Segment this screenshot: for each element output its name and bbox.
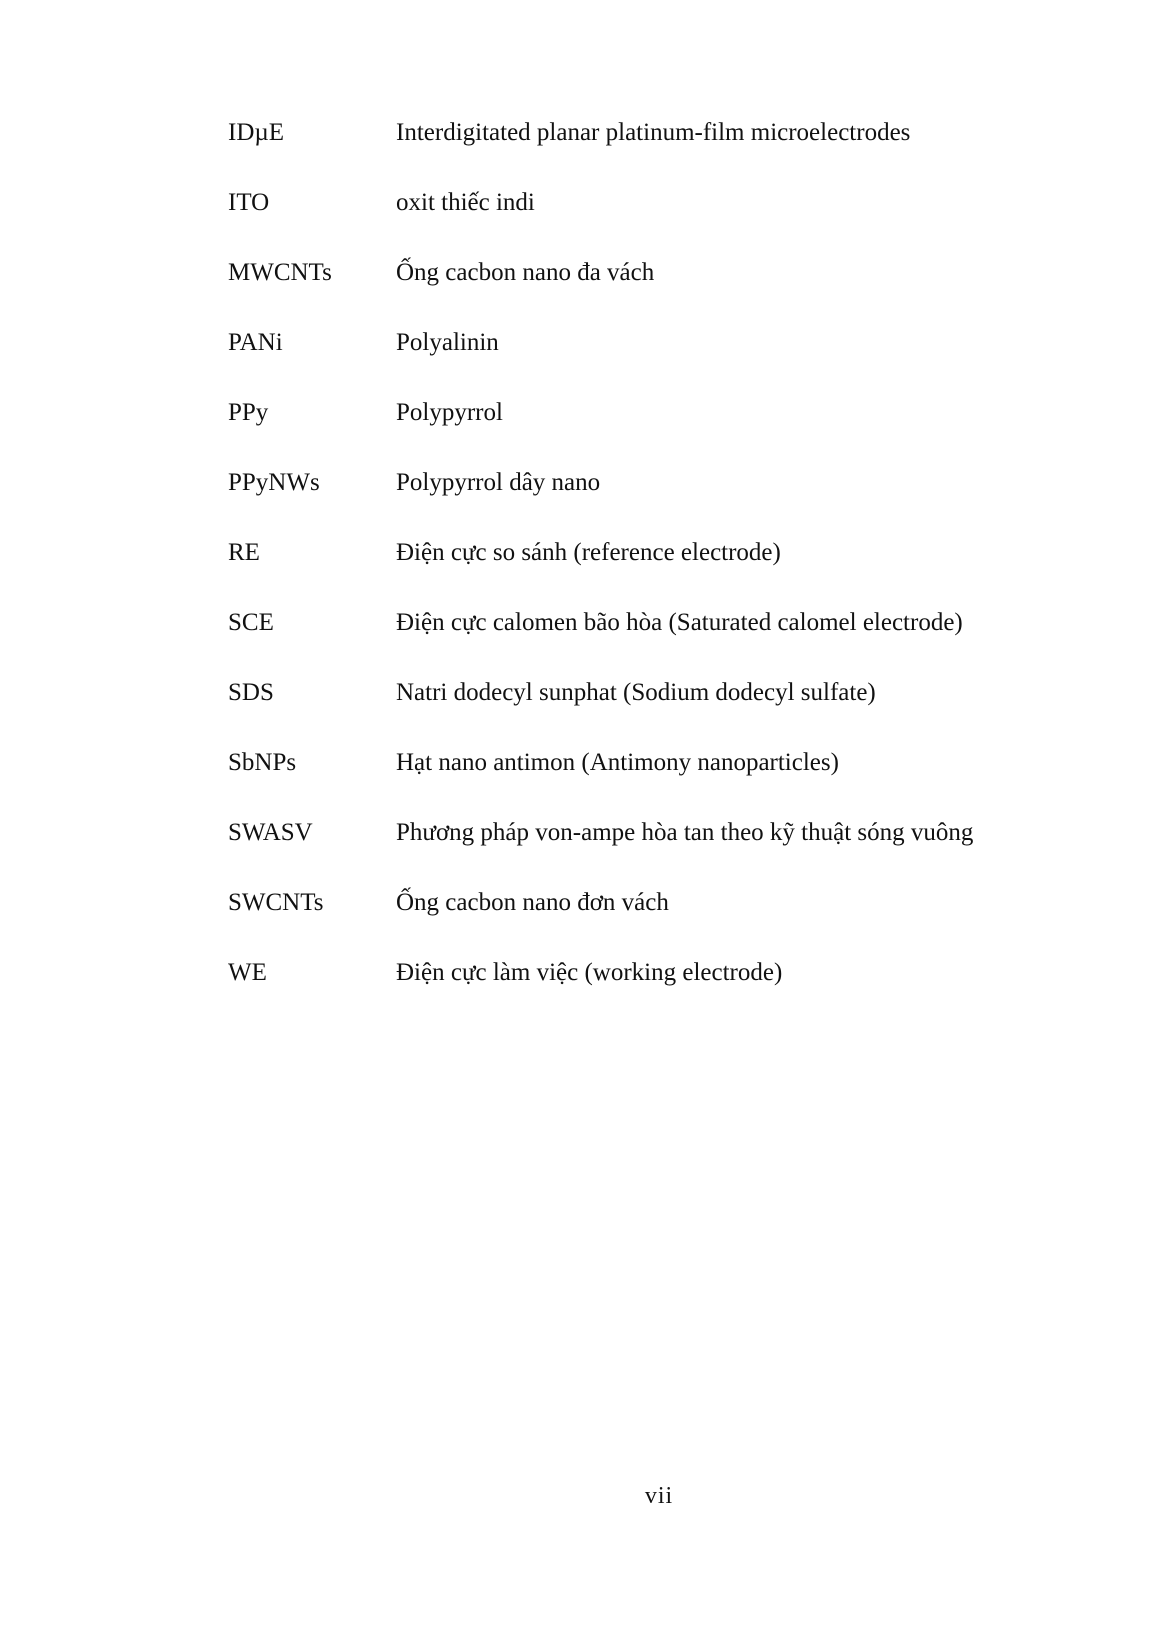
abbreviation-list xyxy=(228,118,1108,1028)
abbreviation-definition: Ống cacbon nano đa vách xyxy=(396,259,655,286)
abbreviation-term: IDµE xyxy=(228,119,285,146)
abbreviation-row xyxy=(228,118,1108,188)
abbreviation-term: PPyNWs xyxy=(228,469,320,496)
page-number: vii xyxy=(644,1483,674,1509)
abbreviation-definition: Interdigitated planar platinum-film microelectrodes xyxy=(396,119,911,146)
abbreviation-term: SWASV xyxy=(228,819,313,846)
abbreviation-row xyxy=(228,888,1108,958)
abbreviation-term: SWCNTs xyxy=(228,889,324,916)
abbreviation-definition: Phương pháp von-ampe hòa tan theo kỹ thuật sóng vuông xyxy=(396,819,974,846)
abbreviation-definition: Điện cực calomen bão hòa (Saturated calomel electrode) xyxy=(396,609,963,636)
abbreviation-term: MWCNTs xyxy=(228,259,332,286)
abbreviation-term: SCE xyxy=(228,609,274,636)
abbreviation-definition: Điện cực làm việc (working electrode) xyxy=(396,959,783,986)
abbreviation-row xyxy=(228,328,1108,398)
abbreviation-term: SbNPs xyxy=(228,749,297,776)
abbreviation-row xyxy=(228,818,1108,888)
abbreviation-row xyxy=(228,748,1108,818)
abbreviation-row xyxy=(228,608,1108,678)
abbreviation-term: PPy xyxy=(228,399,269,426)
abbreviation-row xyxy=(228,538,1108,608)
abbreviation-row xyxy=(228,258,1108,328)
abbreviation-definition: Hạt nano antimon (Antimony nanoparticles) xyxy=(396,749,839,776)
abbreviation-term: PANi xyxy=(228,329,283,356)
abbreviation-definition: oxit thiếc indi xyxy=(396,189,535,216)
abbreviation-definition: Polyalinin xyxy=(396,329,499,356)
abbreviation-term: ITO xyxy=(228,189,270,216)
abbreviation-row xyxy=(228,398,1108,468)
abbreviation-row xyxy=(228,958,1108,1028)
abbreviation-row xyxy=(228,188,1108,258)
abbreviation-row xyxy=(228,468,1108,538)
abbreviation-definition: Polypyrrol xyxy=(396,399,503,426)
abbreviation-term: SDS xyxy=(228,679,274,706)
abbreviation-term: WE xyxy=(228,959,267,986)
abbreviation-definition: Điện cực so sánh (reference electrode) xyxy=(396,539,781,566)
abbreviation-term: RE xyxy=(228,539,260,566)
abbreviation-definition: Ống cacbon nano đơn vách xyxy=(396,889,669,916)
abbreviation-row xyxy=(228,678,1108,748)
abbreviation-definition: Polypyrrol dây nano xyxy=(396,469,601,496)
abbreviation-definition: Natri dodecyl sunphat (Sodium dodecyl sulfate) xyxy=(396,679,876,706)
